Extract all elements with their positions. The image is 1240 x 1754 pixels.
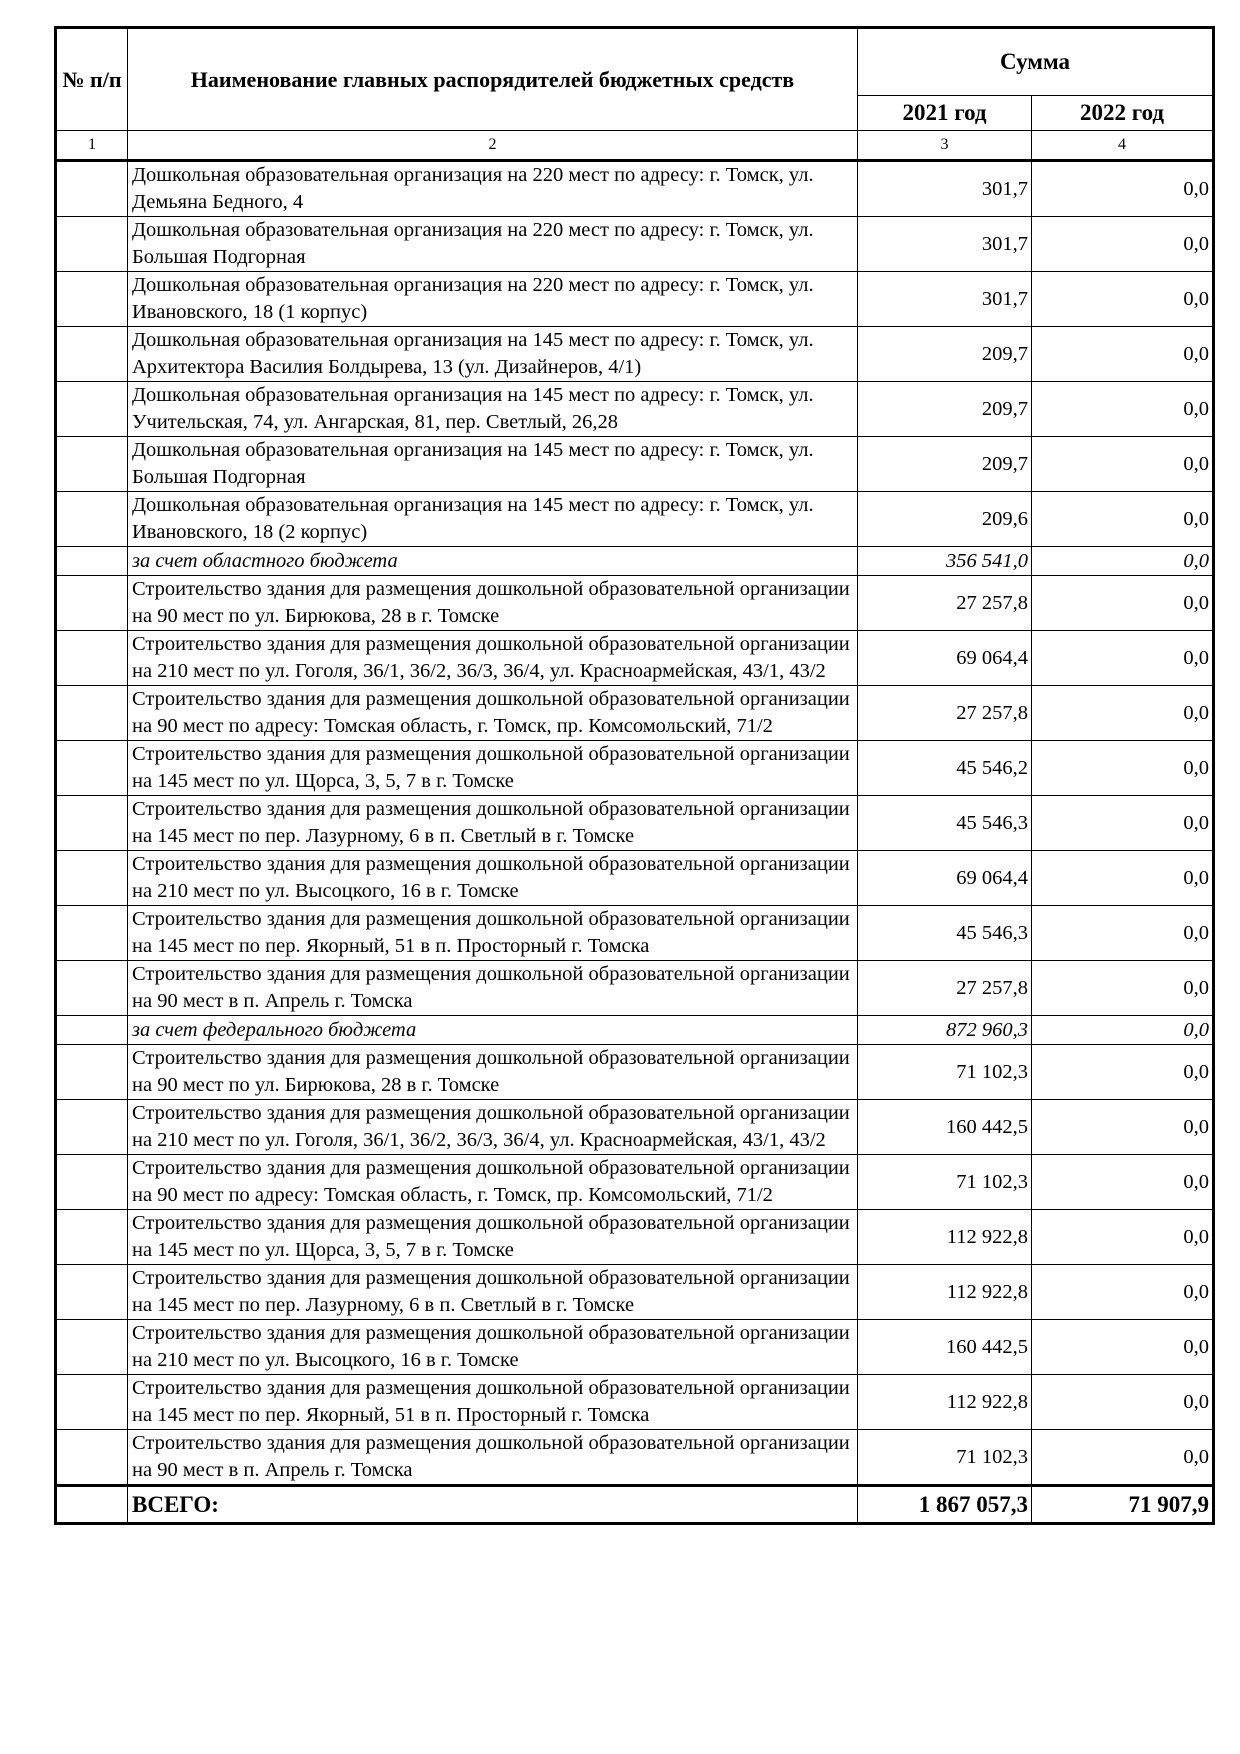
row-value-2022: 0,0 (1032, 1430, 1214, 1486)
row-name: Строительство здания для размещения дошкольной образовательной организации на 145 мест по пер. Якорный, 51 в п. Просторный г. Томска (128, 1375, 858, 1430)
row-value-2021: 71 102,3 (858, 1430, 1032, 1486)
total-2022: 71 907,9 (1032, 1486, 1214, 1524)
row-num-cell (56, 576, 128, 631)
table-row (56, 1100, 1214, 1155)
table-row (56, 1155, 1214, 1210)
row-name: Строительство здания для размещения дошкольной образовательной организации на 210 мест по ул. Гоголя, 36/1, 36/2, 36/3, 36/4, ул. Красноармейская, 43/1, 43/2 (128, 631, 858, 686)
row-num-cell (56, 686, 128, 741)
row-value-2022: 0,0 (1032, 576, 1214, 631)
row-value-2021: 112 922,8 (858, 1375, 1032, 1430)
row-value-2022: 0,0 (1032, 1375, 1214, 1430)
row-name: Строительство здания для размещения дошкольной образовательной организации на 145 мест по пер. Лазурному, 6 в п. Светлый в г. Томске (128, 1265, 858, 1320)
row-value-2022: 0,0 (1032, 1016, 1214, 1045)
row-num-cell (56, 961, 128, 1016)
row-value-2022: 0,0 (1032, 741, 1214, 796)
table-row (56, 382, 1214, 437)
table-row (56, 217, 1214, 272)
row-value-2021: 27 257,8 (858, 576, 1032, 631)
header-name: Наименование главных распорядителей бюджетных средств (128, 28, 858, 131)
row-value-2022: 0,0 (1032, 796, 1214, 851)
header-sum: Сумма (858, 28, 1214, 96)
row-num-cell (56, 327, 128, 382)
row-value-2022: 0,0 (1032, 1320, 1214, 1375)
table-row (56, 1320, 1214, 1375)
row-name: Дошкольная образовательная организация на 145 мест по адресу: г. Томск, ул. Ивановского, 18 (2 корпус) (128, 492, 858, 547)
row-value-2022: 0,0 (1032, 547, 1214, 576)
row-num-cell (56, 547, 128, 576)
row-name: Строительство здания для размещения дошкольной образовательной организации на 210 мест по ул. Гоголя, 36/1, 36/2, 36/3, 36/4, ул. Красноармейская, 43/1, 43/2 (128, 1100, 858, 1155)
table-row (56, 686, 1214, 741)
row-name: Строительство здания для размещения дошкольной образовательной организации на 90 мест по адресу: Томская область, г. Томск, пр. Комсомольский, 71/2 (128, 686, 858, 741)
row-value-2021: 301,7 (858, 272, 1032, 327)
row-value-2021: 27 257,8 (858, 961, 1032, 1016)
row-value-2021: 356 541,0 (858, 547, 1032, 576)
table-row (56, 576, 1214, 631)
row-value-2022: 0,0 (1032, 161, 1214, 217)
table-row (56, 796, 1214, 851)
column-index: 2 (128, 131, 858, 161)
column-index: 1 (56, 131, 128, 161)
row-num-cell (56, 1210, 128, 1265)
row-num-cell (56, 492, 128, 547)
row-name: Строительство здания для размещения дошкольной образовательной организации на 90 мест по ул. Бирюкова, 28 в г. Томске (128, 1045, 858, 1100)
table-row (56, 492, 1214, 547)
row-value-2022: 0,0 (1032, 1100, 1214, 1155)
row-name: Строительство здания для размещения дошкольной образовательной организации на 90 мест по адресу: Томская область, г. Томск, пр. Комсомольский, 71/2 (128, 1155, 858, 1210)
row-value-2021: 160 442,5 (858, 1320, 1032, 1375)
table-row (56, 1375, 1214, 1430)
row-num-cell (56, 851, 128, 906)
table-row (56, 437, 1214, 492)
table-row (56, 631, 1214, 686)
row-name: Строительство здания для размещения дошкольной образовательной организации на 210 мест по ул. Высоцкого, 16 в г. Томске (128, 1320, 858, 1375)
row-num-cell (56, 1375, 128, 1430)
row-name: Строительство здания для размещения дошкольной образовательной организации на 145 мест по пер. Лазурному, 6 в п. Светлый в г. Томске (128, 796, 858, 851)
row-num-cell (56, 1155, 128, 1210)
row-value-2022: 0,0 (1032, 382, 1214, 437)
row-value-2021: 872 960,3 (858, 1016, 1032, 1045)
row-value-2021: 301,7 (858, 161, 1032, 217)
header-num: № п/п (56, 28, 128, 131)
row-value-2022: 0,0 (1032, 492, 1214, 547)
total-label: ВСЕГО: (128, 1486, 858, 1524)
row-num-cell (56, 382, 128, 437)
row-value-2022: 0,0 (1032, 906, 1214, 961)
total-2021: 1 867 057,3 (858, 1486, 1032, 1524)
row-value-2021: 71 102,3 (858, 1045, 1032, 1100)
row-num-cell (56, 1265, 128, 1320)
table-row (56, 161, 1214, 217)
row-value-2021: 112 922,8 (858, 1265, 1032, 1320)
subtotal-row (56, 1016, 1214, 1045)
row-value-2022: 0,0 (1032, 1265, 1214, 1320)
table-row (56, 851, 1214, 906)
row-value-2021: 209,7 (858, 327, 1032, 382)
row-name: Строительство здания для размещения дошкольной образовательной организации на 90 мест в п. Апрель г. Томска (128, 1430, 858, 1486)
row-num-cell (56, 1320, 128, 1375)
column-index-row (56, 131, 1214, 161)
row-value-2022: 0,0 (1032, 327, 1214, 382)
row-num-cell (56, 437, 128, 492)
column-index: 4 (1032, 131, 1214, 161)
row-value-2021: 69 064,4 (858, 631, 1032, 686)
row-name: Строительство здания для размещения дошкольной образовательной организации на 145 мест по пер. Якорный, 51 в п. Просторный г. Томска (128, 906, 858, 961)
table-row (56, 327, 1214, 382)
row-name: Строительство здания для размещения дошкольной образовательной организации на 210 мест по ул. Высоцкого, 16 в г. Томске (128, 851, 858, 906)
row-value-2022: 0,0 (1032, 1210, 1214, 1265)
row-value-2022: 0,0 (1032, 1045, 1214, 1100)
table-row (56, 1430, 1214, 1486)
table-row (56, 961, 1214, 1016)
row-name: Дошкольная образовательная организация на 220 мест по адресу: г. Томск, ул. Ивановского, 18 (1 корпус) (128, 272, 858, 327)
row-value-2021: 45 546,3 (858, 796, 1032, 851)
row-num-cell (56, 1430, 128, 1486)
table-row (56, 272, 1214, 327)
row-value-2022: 0,0 (1032, 851, 1214, 906)
row-value-2021: 209,7 (858, 437, 1032, 492)
table-body (56, 161, 1214, 1486)
table-row (56, 906, 1214, 961)
row-name: за счет федерального бюджета (128, 1016, 858, 1045)
row-value-2022: 0,0 (1032, 686, 1214, 741)
table-row (56, 741, 1214, 796)
row-name: Строительство здания для размещения дошкольной образовательной организации на 145 мест по ул. Щорса, 3, 5, 7 в г. Томске (128, 1210, 858, 1265)
row-value-2021: 301,7 (858, 217, 1032, 272)
table-header (56, 28, 1214, 161)
row-num-cell (56, 217, 128, 272)
row-name: Дошкольная образовательная организация на 145 мест по адресу: г. Томск, ул. Учительская, 74, ул. Ангарская, 81, пер. Светлый, 26,28 (128, 382, 858, 437)
row-num-cell (56, 161, 128, 217)
row-value-2022: 0,0 (1032, 272, 1214, 327)
header-year-2022: 2022 год (1032, 96, 1214, 131)
row-name: Дошкольная образовательная организация на 220 мест по адресу: г. Томск, ул. Большая Подгорная (128, 217, 858, 272)
row-num-cell (56, 741, 128, 796)
budget-table-page (54, 26, 1212, 1525)
subtotal-row (56, 547, 1214, 576)
row-name: за счет областного бюджета (128, 547, 858, 576)
row-name: Строительство здания для размещения дошкольной образовательной организации на 90 мест в п. Апрель г. Томска (128, 961, 858, 1016)
header-year-2021: 2021 год (858, 96, 1032, 131)
row-num-cell (56, 631, 128, 686)
row-name: Строительство здания для размещения дошкольной образовательной организации на 145 мест по ул. Щорса, 3, 5, 7 в г. Томске (128, 741, 858, 796)
row-name: Дошкольная образовательная организация на 220 мест по адресу: г. Томск, ул. Демьяна Бедного, 4 (128, 161, 858, 217)
row-value-2021: 160 442,5 (858, 1100, 1032, 1155)
row-name: Строительство здания для размещения дошкольной образовательной организации на 90 мест по ул. Бирюкова, 28 в г. Томске (128, 576, 858, 631)
table-row (56, 1045, 1214, 1100)
row-value-2021: 209,6 (858, 492, 1032, 547)
row-value-2022: 0,0 (1032, 631, 1214, 686)
row-num-cell (56, 796, 128, 851)
row-name: Дошкольная образовательная организация на 145 мест по адресу: г. Томск, ул. Большая Подгорная (128, 437, 858, 492)
total-num-cell (56, 1486, 128, 1524)
row-value-2021: 45 546,2 (858, 741, 1032, 796)
row-num-cell (56, 906, 128, 961)
row-value-2022: 0,0 (1032, 961, 1214, 1016)
row-num-cell (56, 1045, 128, 1100)
total-row (56, 1486, 1214, 1524)
row-name: Дошкольная образовательная организация на 145 мест по адресу: г. Томск, ул. Архитектора Василия Болдырева, 13 (ул. Дизайнеров, 4/1) (128, 327, 858, 382)
column-index: 3 (858, 131, 1032, 161)
row-num-cell (56, 272, 128, 327)
table-row (56, 1265, 1214, 1320)
table-row (56, 1210, 1214, 1265)
row-num-cell (56, 1100, 128, 1155)
row-value-2021: 45 546,3 (858, 906, 1032, 961)
row-value-2021: 69 064,4 (858, 851, 1032, 906)
budget-table (54, 26, 1215, 1525)
row-num-cell (56, 1016, 128, 1045)
row-value-2022: 0,0 (1032, 217, 1214, 272)
row-value-2021: 209,7 (858, 382, 1032, 437)
row-value-2021: 71 102,3 (858, 1155, 1032, 1210)
row-value-2022: 0,0 (1032, 437, 1214, 492)
row-value-2021: 112 922,8 (858, 1210, 1032, 1265)
row-value-2021: 27 257,8 (858, 686, 1032, 741)
row-value-2022: 0,0 (1032, 1155, 1214, 1210)
